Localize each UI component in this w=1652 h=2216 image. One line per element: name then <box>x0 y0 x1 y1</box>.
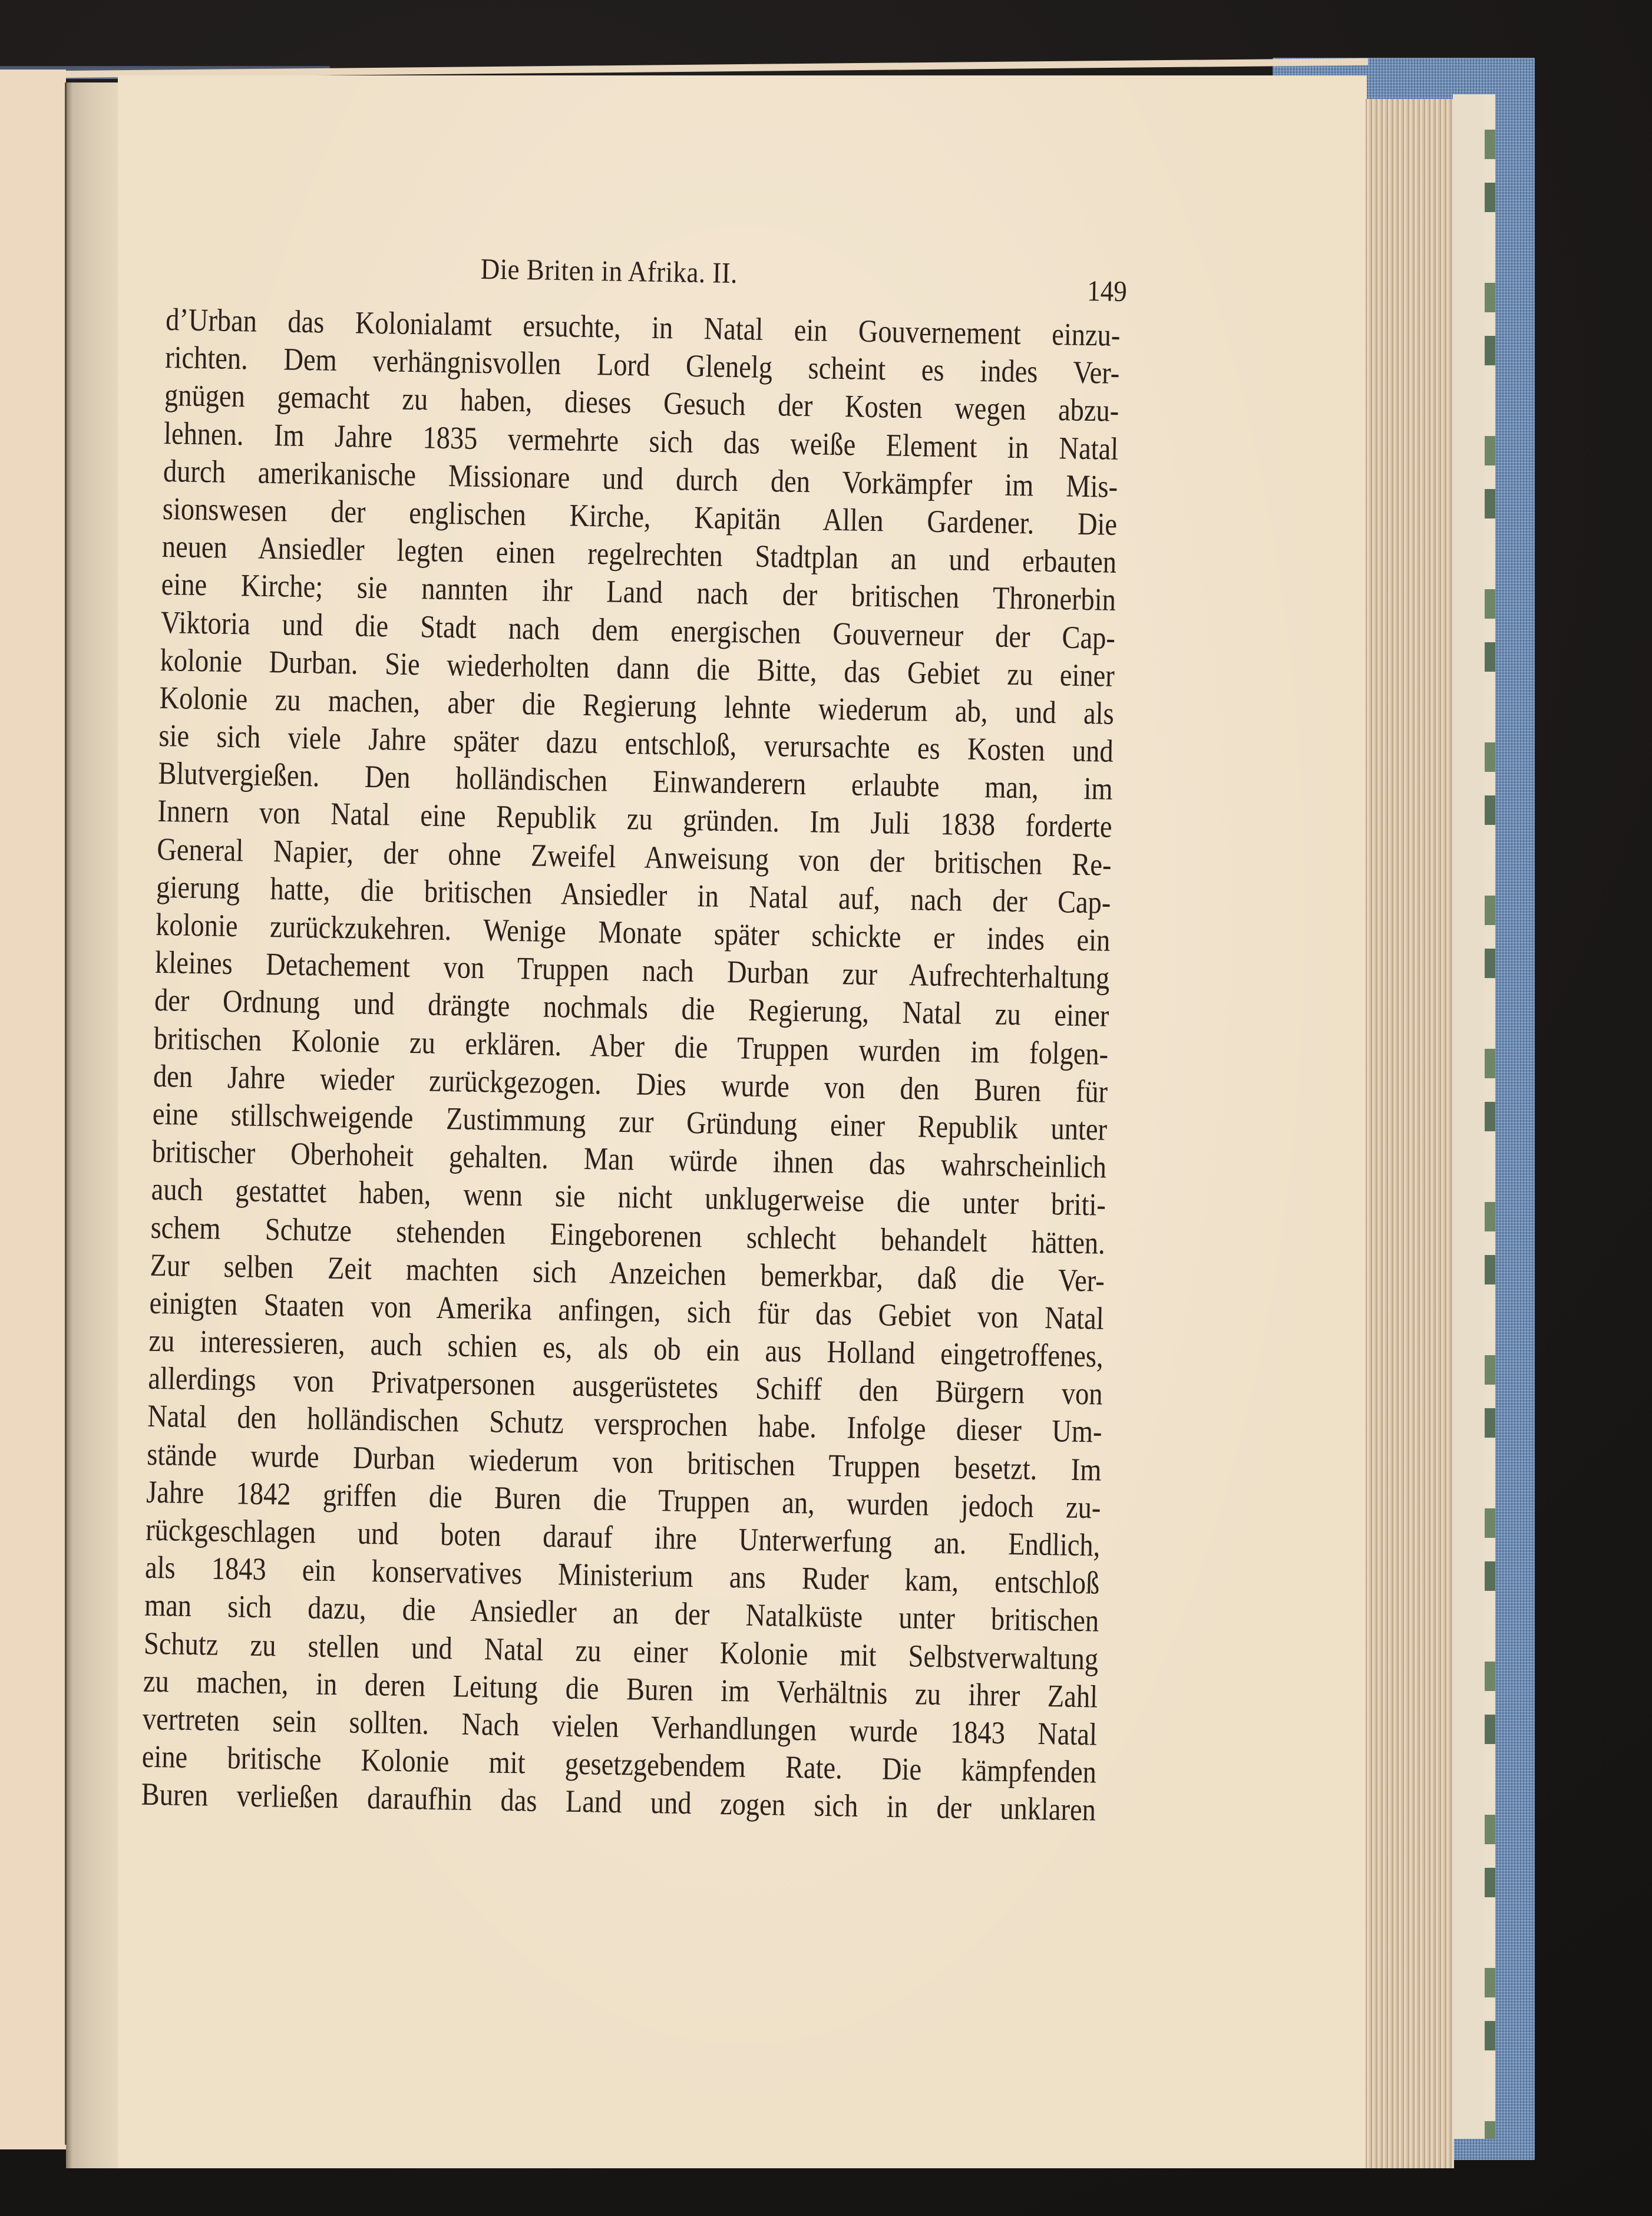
page-number: 149 <box>1086 273 1128 308</box>
text-line: rückgeschlagen und boten darauf ihre Unterwerfung an. Endlich, <box>145 1511 1101 1563</box>
text-line: Buren verließen daraufhin das Land und zogen sich in der unklaren <box>141 1776 1096 1828</box>
text-line: sionswesen der englischen Kirche, Kapitän Allen Gardener. Die <box>162 490 1118 542</box>
text-line: als 1843 ein konservatives Ministerium ans Ruder kam, entschloß <box>144 1549 1100 1601</box>
text-line: Blutvergießen. Den holländischen Einwanderern erlaubte man, im <box>158 755 1114 807</box>
text-line: allerdings von Privatpersonen ausgerüstetes Schiff den Bürgern von <box>148 1360 1103 1412</box>
text-line: man sich dazu, die Ansiedler an der Natalküste unter britischen <box>144 1587 1099 1639</box>
text-line: neuen Ansiedler legten einen regelrechten Stadtplan an und erbauten <box>161 529 1117 580</box>
text-line: britischen Kolonie zu erklären. Aber die Truppen wurden im folgen- <box>153 1020 1109 1072</box>
text-line: eine Kirche; sie nannten ihr Land nach der britischen Thronerbin <box>161 566 1116 618</box>
text-line: richten. Dem verhängnisvollen Lord Glenelg scheint es indes Ver- <box>164 339 1120 391</box>
text-line: auch gestattet haben, wenn sie nicht unklugerweise die unter briti- <box>151 1171 1106 1223</box>
text-line: sie sich viele Jahre später dazu entschloß, verursachte es Kosten und <box>158 717 1114 769</box>
text-line: Zur selben Zeit machten sich Anzeichen bemerkbar, daß die Ver- <box>150 1247 1105 1299</box>
text-line: General Napier, der ohne Zweifel Anweisung von der britischen Re- <box>156 831 1112 883</box>
text-line: vertreten sein sollten. Nach vielen Verhandlungen wurde 1843 Natal <box>142 1700 1098 1752</box>
text-line: gnügen gemacht zu haben, dieses Gesuch der Kosten wegen abzu- <box>164 377 1119 429</box>
text-line: durch amerikanische Missionare und durch den Vorkämpfer im Mis- <box>163 453 1118 504</box>
text-line: Kolonie zu machen, aber die Regierung lehnte wiederum ab, und als <box>159 679 1115 731</box>
text-line: stände wurde Durban wiederum von britischen Truppen besetzt. Im <box>146 1436 1102 1488</box>
text-line: den Jahre wieder zurückgezogen. Dies wurde von den Buren für <box>153 1058 1108 1109</box>
text-line: einigten Staaten von Amerika anfingen, sich für das Gebiet von Natal <box>149 1284 1105 1336</box>
text-line: schem Schutze stehenden Eingeborenen schlecht behandelt hätten. <box>150 1209 1106 1261</box>
text-line: zu machen, in deren Leitung die Buren im Verhältnis zu ihrer Zahl <box>143 1663 1098 1715</box>
text-line: kolonie zurückzukehren. Wenige Monate später schickte er indes ein <box>155 906 1111 958</box>
text-line: britischer Oberhoheit gehalten. Man würde ihnen das wahrscheinlich <box>151 1133 1107 1185</box>
text-line: kleines Detachement von Truppen nach Durban zur Aufrechterhaltung <box>154 944 1110 996</box>
body-text <box>141 300 1120 1829</box>
text-line: Natal den holländischen Schutz versprochen habe. Infolge dieser Um- <box>147 1398 1102 1450</box>
running-head: Die Briten in Afrika. II. <box>480 252 738 290</box>
text-line: eine stillschweigende Zustimmung zur Gründung einer Republik unter <box>152 1095 1108 1147</box>
text-line: zu interessieren, auch schien es, als ob ein aus Holland eingetroffenes, <box>148 1322 1104 1374</box>
text-line: Jahre 1842 griffen die Buren die Truppen an, wurden jedoch zu- <box>146 1474 1101 1525</box>
text-line: gierung hatte, die britischen Ansiedler in Natal auf, nach der Cap- <box>156 868 1111 920</box>
text-line: kolonie Durban. Sie wiederholten dann die Bitte, das Gebiet zu einer <box>160 642 1115 693</box>
text-line: lehnen. Im Jahre 1835 vermehrte sich das weiße Element in Natal <box>163 415 1119 467</box>
text-line: d’Urban das Kolonialamt ersuchte, in Natal ein Gouvernement einzu- <box>165 302 1121 353</box>
text-line: Schutz zu stellen und Natal zu einer Kolonie mit Selbstverwaltung <box>143 1625 1099 1677</box>
text-line: Viktoria und die Stadt nach dem energischen Gouverneur der Cap- <box>160 604 1116 656</box>
text-line: Innern von Natal eine Republik zu gründen. Im Juli 1838 forderte <box>157 793 1113 845</box>
text-line: eine britische Kolonie mit gesetzgebendem Rate. Die kämpfenden <box>141 1738 1097 1790</box>
text-line: der Ordnung und drängte nochmals die Regierung, Natal zu einer <box>154 982 1109 1034</box>
